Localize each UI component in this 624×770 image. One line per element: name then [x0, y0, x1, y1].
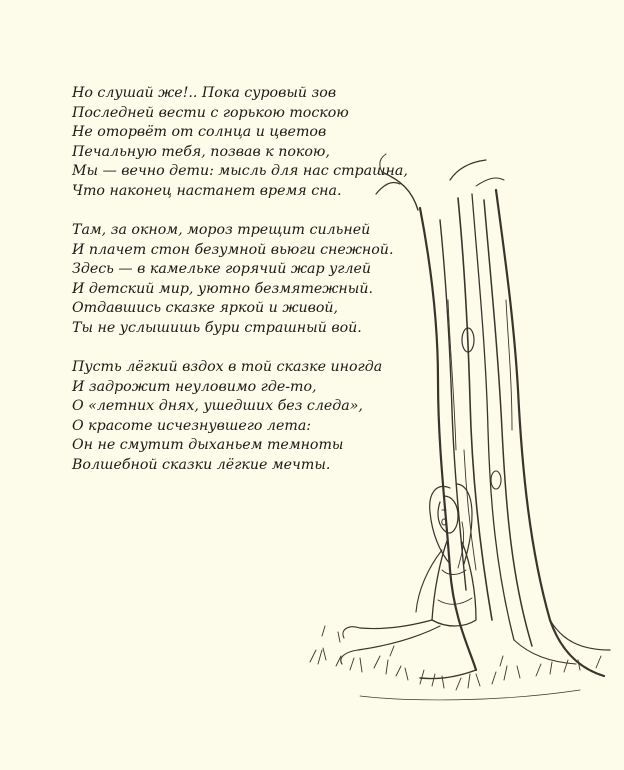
poem-line: И задрожит неуловимо где-то,	[72, 378, 317, 395]
girl-figure	[341, 484, 476, 664]
poem-line: Здесь — в камельке горячий жар углей	[72, 261, 372, 277]
poem-line: Ты не услышишь бури страшный вой.	[72, 319, 362, 336]
poem-line: Там, за окном, мороз трещит сильней	[72, 222, 371, 238]
poem-line: Отдавшись сказке яркой и живой,	[72, 300, 339, 316]
poem-line: Не оторвёт от солнца и цветов	[72, 124, 327, 140]
poem-line: О «летних днях, ушедших без следа»,	[72, 398, 363, 414]
tree-trunk	[376, 154, 610, 679]
poem-line: И плачет стон безумной вьюги снежной.	[72, 241, 394, 258]
girl-under-tree-illustration	[300, 150, 624, 710]
poem-line: И детский мир, уютно безмятежный.	[72, 280, 373, 297]
poem-line: О красоте исчезнувшего лета:	[72, 417, 312, 434]
poem-line: Печальную тебя, позвав к покою,	[72, 143, 330, 160]
poem-line: Он не смутит дыханьем темноты	[72, 437, 344, 453]
poem-line: Но слушай же!.. Пока суровый зов	[72, 85, 337, 101]
poem-line: Последней вести с горькою тоскою	[72, 104, 349, 121]
poem-line: Что наконец настанет время сна.	[72, 182, 342, 199]
poem-line: Волшебной сказки лёгкие мечты.	[72, 456, 331, 473]
poem-line: Пусть лёгкий вздох в той сказке иногда	[72, 359, 383, 375]
poem-line: Мы — вечно дети: мысль для нас страшна,	[72, 163, 408, 179]
